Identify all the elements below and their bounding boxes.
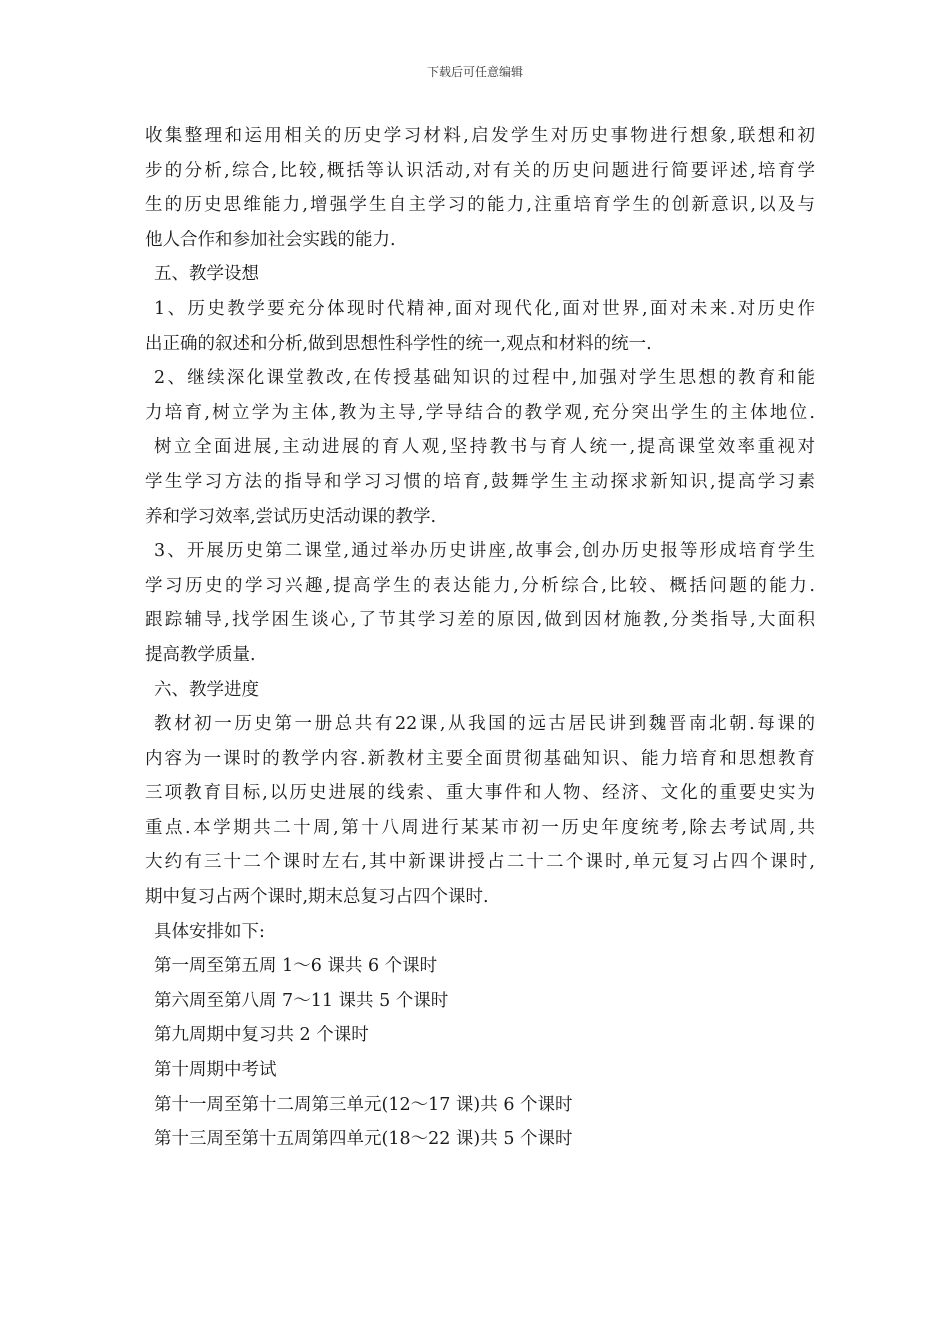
text-line: 2、继续深化课堂教改,在传授基础知识的过程中,加强对学生思想的教育和能: [154, 368, 815, 389]
text-line: 生的历史思维能力,增强学生自主学习的能力,注重培育学生的创新意识,以及与: [145, 195, 815, 216]
text-line: 学习历史的学习兴趣,提高学生的表达能力,分析综合,比较、概括问题的能力.: [145, 575, 815, 596]
text-line: 大约有三十二个课时左右,其中新课讲授占二十二个课时,单元复习占四个课时,: [145, 852, 815, 873]
text-line: 期中复习占两个课时,期末总复习占四个课时.: [145, 887, 489, 908]
text-line: 具体安排如下:: [154, 921, 265, 942]
text-line: 提高教学质量.: [145, 644, 256, 665]
text-line: 力培育,树立学为主体,教为主导,学导结合的教学观,充分突出学生的主体地位.: [145, 402, 815, 423]
schedule-item: 第六周至第八周 7～11 课共 5 个课时: [154, 990, 449, 1011]
text-line: 出正确的叙述和分析,做到思想性科学性的统一,观点和材料的统一.: [145, 333, 652, 354]
text-line: 重点.本学期共二十周,第十八周进行某某市初一历史年度统考,除去考试周,共: [145, 817, 815, 838]
schedule-item: 第十一周至第十二周第三单元(12～17 课)共 6 个课时: [154, 1094, 573, 1115]
text-line: 3、开展历史第二课堂,通过举办历史讲座,故事会,创办历史报等形成培育学生: [154, 541, 815, 562]
text-line: 收集整理和运用相关的历史学习材料,启发学生对历史事物进行想象,联想和初: [145, 126, 815, 146]
section-heading: 五、教学设想: [154, 264, 259, 285]
schedule-item: 第十周期中考试: [154, 1060, 277, 1081]
text-line: 三项教育目标,以历史进展的线索、重大事件和人物、经济、文化的重要史实为: [145, 783, 815, 804]
text-line: 养和学习效率,尝试历史活动课的教学.: [145, 506, 437, 527]
text-line: 跟踪辅导,找学困生谈心,了节其学习差的原因,做到因材施教,分类指导,大面积: [145, 610, 815, 631]
schedule-item: 第十三周至第十五周第四单元(18～22 课)共 5 个课时: [154, 1129, 573, 1150]
text-line: 1、历史教学要充分体现时代精神,面对现代化,面对世界,面对未来.对历史作: [154, 298, 815, 319]
document-body: [145, 119, 815, 1157]
text-line: 教材初一历史第一册总共有22课,从我国的远古居民讲到魏晋南北朝.每课的: [154, 714, 815, 735]
schedule-item: 第一周至第五周 1～6 课共 6 个课时: [154, 956, 438, 977]
text-line: 树立全面进展,主动进展的育人观,坚持教书与育人统一,提高课堂效率重视对: [154, 437, 815, 458]
text-line: 他人合作和参加社会实践的能力.: [145, 229, 396, 250]
schedule-item: 第九周期中复习共 2 个课时: [154, 1025, 369, 1046]
text-line: 内容为一课时的教学内容.新教材主要全面贯彻基础知识、能力培育和思想教育: [145, 748, 815, 769]
text-line: 步的分析,综合,比较,概括等认识活动,对有关的历史问题进行简要评述,培育学: [145, 160, 815, 181]
section-heading: 六、教学进度: [154, 679, 259, 700]
text-line: 学生学习方法的指导和学习习惯的培育,鼓舞学生主动探求新知识,提高学习素: [145, 471, 815, 492]
page-header-note: 下载后可任意编辑: [426, 65, 523, 79]
